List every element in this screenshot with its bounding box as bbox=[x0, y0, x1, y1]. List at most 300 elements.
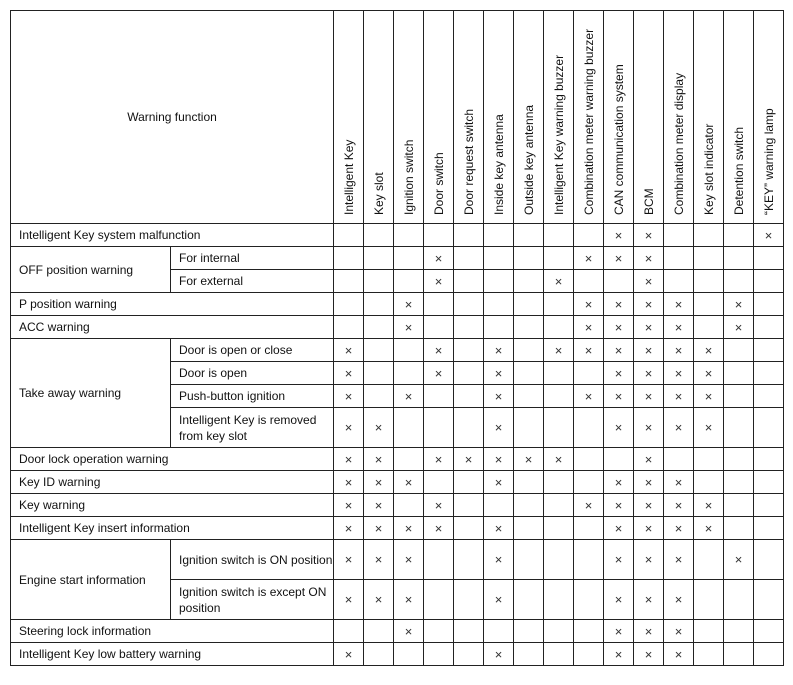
column-header bbox=[484, 11, 514, 224]
empty-cell bbox=[574, 620, 604, 643]
empty-cell bbox=[514, 643, 544, 666]
related-part-mark: × bbox=[334, 408, 364, 448]
related-part-mark: × bbox=[634, 224, 664, 247]
related-part-mark: × bbox=[334, 339, 364, 362]
empty-cell bbox=[754, 339, 784, 362]
empty-cell bbox=[514, 517, 544, 540]
empty-cell bbox=[424, 643, 454, 666]
related-part-mark: × bbox=[664, 494, 694, 517]
empty-cell bbox=[544, 293, 574, 316]
header-row bbox=[11, 11, 784, 224]
empty-cell bbox=[544, 580, 574, 620]
related-part-mark: × bbox=[424, 270, 454, 293]
related-part-mark: × bbox=[634, 270, 664, 293]
empty-cell bbox=[544, 408, 574, 448]
warning-function-table-wrapper bbox=[10, 10, 784, 666]
empty-cell bbox=[394, 408, 424, 448]
empty-cell bbox=[514, 471, 544, 494]
related-part-mark: × bbox=[724, 316, 754, 339]
empty-cell bbox=[334, 247, 364, 270]
related-part-mark: × bbox=[634, 247, 664, 270]
empty-cell bbox=[754, 471, 784, 494]
related-part-mark: × bbox=[484, 517, 514, 540]
empty-cell bbox=[454, 362, 484, 385]
column-header bbox=[664, 11, 694, 224]
empty-cell bbox=[484, 316, 514, 339]
related-part-mark: × bbox=[334, 643, 364, 666]
related-part-mark: × bbox=[664, 620, 694, 643]
related-part-mark: × bbox=[604, 643, 634, 666]
related-part-mark: × bbox=[394, 517, 424, 540]
related-part-mark: × bbox=[544, 448, 574, 471]
related-part-mark: × bbox=[604, 471, 634, 494]
empty-cell bbox=[454, 224, 484, 247]
empty-cell bbox=[694, 247, 724, 270]
column-header bbox=[514, 11, 544, 224]
empty-cell bbox=[754, 517, 784, 540]
empty-cell bbox=[754, 494, 784, 517]
empty-cell bbox=[454, 580, 484, 620]
empty-cell bbox=[484, 247, 514, 270]
related-part-mark: × bbox=[634, 408, 664, 448]
related-part-mark: × bbox=[634, 362, 664, 385]
related-part-mark: × bbox=[364, 408, 394, 448]
warning-function-condition: Door is open bbox=[171, 362, 334, 385]
warning-function-condition: Push-button ignition bbox=[171, 385, 334, 408]
empty-cell bbox=[694, 270, 724, 293]
related-part-mark: × bbox=[334, 448, 364, 471]
column-header-label: Outside key antenna bbox=[521, 104, 536, 215]
empty-cell bbox=[484, 270, 514, 293]
related-part-mark: × bbox=[634, 385, 664, 408]
empty-cell bbox=[424, 580, 454, 620]
empty-cell bbox=[544, 385, 574, 408]
related-part-mark: × bbox=[334, 385, 364, 408]
column-header-label: Ignition switch bbox=[401, 139, 416, 215]
related-part-mark: × bbox=[664, 362, 694, 385]
table-row bbox=[11, 643, 784, 666]
related-part-mark: × bbox=[334, 494, 364, 517]
related-part-mark: × bbox=[664, 408, 694, 448]
related-part-mark: × bbox=[424, 339, 454, 362]
column-header-label: Inside key antenna bbox=[491, 114, 506, 215]
empty-cell bbox=[754, 620, 784, 643]
table-row bbox=[11, 620, 784, 643]
empty-cell bbox=[724, 362, 754, 385]
related-part-mark: × bbox=[604, 494, 634, 517]
empty-cell bbox=[544, 540, 574, 580]
related-part-mark: × bbox=[724, 293, 754, 316]
empty-cell bbox=[514, 540, 544, 580]
empty-cell bbox=[424, 620, 454, 643]
related-part-mark: × bbox=[394, 316, 424, 339]
empty-cell bbox=[454, 643, 484, 666]
column-header bbox=[364, 11, 394, 224]
column-header-label: Key slot indicator bbox=[701, 123, 716, 215]
related-part-mark: × bbox=[454, 448, 484, 471]
empty-cell bbox=[394, 247, 424, 270]
empty-cell bbox=[514, 339, 544, 362]
column-header bbox=[424, 11, 454, 224]
empty-cell bbox=[364, 620, 394, 643]
empty-cell bbox=[544, 362, 574, 385]
table-row bbox=[11, 247, 784, 270]
empty-cell bbox=[454, 517, 484, 540]
empty-cell bbox=[514, 620, 544, 643]
related-part-mark: × bbox=[394, 471, 424, 494]
empty-cell bbox=[574, 408, 604, 448]
empty-cell bbox=[724, 471, 754, 494]
empty-cell bbox=[364, 247, 394, 270]
related-part-mark: × bbox=[544, 339, 574, 362]
empty-cell bbox=[394, 448, 424, 471]
empty-cell bbox=[664, 224, 694, 247]
related-part-mark: × bbox=[634, 339, 664, 362]
empty-cell bbox=[514, 580, 544, 620]
related-part-mark: × bbox=[334, 362, 364, 385]
empty-cell bbox=[694, 471, 724, 494]
related-part-mark: × bbox=[604, 540, 634, 580]
table-row bbox=[11, 448, 784, 471]
empty-cell bbox=[724, 339, 754, 362]
related-part-mark: × bbox=[424, 362, 454, 385]
warning-function-label: Key ID warning bbox=[11, 471, 334, 494]
empty-cell bbox=[394, 224, 424, 247]
related-part-mark: × bbox=[634, 643, 664, 666]
column-header bbox=[394, 11, 424, 224]
related-part-mark: × bbox=[664, 517, 694, 540]
empty-cell bbox=[514, 316, 544, 339]
empty-cell bbox=[424, 293, 454, 316]
empty-cell bbox=[514, 408, 544, 448]
empty-cell bbox=[544, 517, 574, 540]
empty-cell bbox=[514, 494, 544, 517]
empty-cell bbox=[724, 224, 754, 247]
empty-cell bbox=[394, 339, 424, 362]
related-part-mark: × bbox=[634, 580, 664, 620]
related-part-mark: × bbox=[424, 517, 454, 540]
related-part-mark: × bbox=[664, 540, 694, 580]
table-body bbox=[11, 224, 784, 666]
empty-cell bbox=[454, 385, 484, 408]
empty-cell bbox=[574, 448, 604, 471]
related-part-mark: × bbox=[664, 339, 694, 362]
empty-cell bbox=[544, 643, 574, 666]
table-row bbox=[11, 540, 784, 580]
column-header-label: Key slot bbox=[371, 172, 386, 215]
related-part-mark: × bbox=[694, 408, 724, 448]
column-header-label: Intelligent Key warning buzzer bbox=[551, 54, 566, 215]
related-part-mark: × bbox=[424, 494, 454, 517]
related-part-mark: × bbox=[394, 385, 424, 408]
table-row bbox=[11, 494, 784, 517]
empty-cell bbox=[484, 224, 514, 247]
column-header bbox=[724, 11, 754, 224]
column-header-label: Door switch bbox=[431, 152, 446, 215]
related-part-mark: × bbox=[694, 517, 724, 540]
table-row bbox=[11, 293, 784, 316]
empty-cell bbox=[724, 247, 754, 270]
empty-cell bbox=[754, 316, 784, 339]
related-part-mark: × bbox=[634, 540, 664, 580]
related-part-mark: × bbox=[694, 339, 724, 362]
related-part-mark: × bbox=[694, 494, 724, 517]
empty-cell bbox=[574, 224, 604, 247]
warning-function-condition: Ignition switch is ON position bbox=[171, 540, 334, 580]
empty-cell bbox=[394, 643, 424, 666]
table-row bbox=[11, 471, 784, 494]
empty-cell bbox=[754, 247, 784, 270]
empty-cell bbox=[574, 517, 604, 540]
table-row bbox=[11, 316, 784, 339]
related-part-mark: × bbox=[484, 643, 514, 666]
warning-function-condition: Intelligent Key is removed from key slot bbox=[171, 408, 334, 448]
empty-cell bbox=[334, 270, 364, 293]
related-part-mark: × bbox=[604, 224, 634, 247]
empty-cell bbox=[724, 408, 754, 448]
related-part-mark: × bbox=[634, 494, 664, 517]
empty-cell bbox=[514, 385, 544, 408]
empty-cell bbox=[694, 224, 724, 247]
related-part-mark: × bbox=[634, 517, 664, 540]
empty-cell bbox=[724, 270, 754, 293]
column-header-label: Door request switch bbox=[461, 108, 476, 215]
empty-cell bbox=[484, 620, 514, 643]
empty-cell bbox=[604, 270, 634, 293]
empty-cell bbox=[694, 620, 724, 643]
empty-cell bbox=[754, 408, 784, 448]
empty-cell bbox=[424, 224, 454, 247]
related-part-mark: × bbox=[574, 316, 604, 339]
empty-cell bbox=[454, 471, 484, 494]
related-part-mark: × bbox=[484, 471, 514, 494]
empty-cell bbox=[694, 540, 724, 580]
related-part-mark: × bbox=[604, 408, 634, 448]
empty-cell bbox=[334, 316, 364, 339]
column-header-label: BCM bbox=[641, 188, 656, 215]
column-header bbox=[634, 11, 664, 224]
related-part-mark: × bbox=[604, 316, 634, 339]
related-part-mark: × bbox=[484, 448, 514, 471]
related-part-mark: × bbox=[634, 620, 664, 643]
related-part-mark: × bbox=[604, 517, 634, 540]
empty-cell bbox=[574, 471, 604, 494]
empty-cell bbox=[754, 270, 784, 293]
column-header bbox=[544, 11, 574, 224]
warning-function-label: P position warning bbox=[11, 293, 334, 316]
column-header-label: Intelligent Key bbox=[341, 139, 356, 215]
empty-cell bbox=[724, 517, 754, 540]
warning-function-group-label: Engine start information bbox=[11, 540, 171, 620]
empty-cell bbox=[724, 448, 754, 471]
table-row bbox=[11, 224, 784, 247]
related-part-mark: × bbox=[484, 540, 514, 580]
empty-cell bbox=[754, 448, 784, 471]
related-part-mark: × bbox=[604, 580, 634, 620]
related-part-mark: × bbox=[364, 580, 394, 620]
empty-cell bbox=[754, 643, 784, 666]
related-part-mark: × bbox=[664, 643, 694, 666]
empty-cell bbox=[544, 316, 574, 339]
related-part-mark: × bbox=[634, 471, 664, 494]
related-part-mark: × bbox=[604, 620, 634, 643]
warning-function-condition: For internal bbox=[171, 247, 334, 270]
empty-cell bbox=[364, 224, 394, 247]
related-part-mark: × bbox=[424, 247, 454, 270]
warning-function-condition: For external bbox=[171, 270, 334, 293]
related-part-mark: × bbox=[364, 540, 394, 580]
related-part-mark: × bbox=[514, 448, 544, 471]
related-part-mark: × bbox=[574, 339, 604, 362]
empty-cell bbox=[544, 247, 574, 270]
empty-cell bbox=[754, 580, 784, 620]
empty-cell bbox=[694, 293, 724, 316]
related-part-mark: × bbox=[394, 620, 424, 643]
empty-cell bbox=[514, 362, 544, 385]
empty-cell bbox=[604, 448, 634, 471]
related-part-mark: × bbox=[634, 448, 664, 471]
related-part-mark: × bbox=[574, 494, 604, 517]
empty-cell bbox=[394, 494, 424, 517]
related-part-mark: × bbox=[484, 580, 514, 620]
empty-cell bbox=[424, 316, 454, 339]
related-part-mark: × bbox=[334, 517, 364, 540]
column-header bbox=[454, 11, 484, 224]
empty-cell bbox=[754, 385, 784, 408]
empty-cell bbox=[754, 362, 784, 385]
warning-function-label: Intelligent Key insert information bbox=[11, 517, 334, 540]
empty-cell bbox=[454, 494, 484, 517]
related-part-mark: × bbox=[664, 580, 694, 620]
warning-function-group-label: Take away warning bbox=[11, 339, 171, 448]
empty-cell bbox=[394, 270, 424, 293]
warning-function-condition: Ignition switch is except ON position bbox=[171, 580, 334, 620]
empty-cell bbox=[424, 471, 454, 494]
column-header bbox=[574, 11, 604, 224]
empty-cell bbox=[514, 247, 544, 270]
related-part-mark: × bbox=[664, 293, 694, 316]
related-part-mark: × bbox=[484, 385, 514, 408]
related-part-mark: × bbox=[424, 448, 454, 471]
empty-cell bbox=[664, 448, 694, 471]
empty-cell bbox=[544, 224, 574, 247]
empty-cell bbox=[364, 293, 394, 316]
empty-cell bbox=[724, 385, 754, 408]
empty-cell bbox=[364, 362, 394, 385]
empty-cell bbox=[514, 224, 544, 247]
related-part-mark: × bbox=[364, 517, 394, 540]
related-part-mark: × bbox=[634, 293, 664, 316]
empty-cell bbox=[724, 580, 754, 620]
related-part-mark: × bbox=[574, 247, 604, 270]
empty-cell bbox=[454, 540, 484, 580]
empty-cell bbox=[364, 270, 394, 293]
related-part-mark: × bbox=[574, 385, 604, 408]
empty-cell bbox=[544, 494, 574, 517]
warning-function-condition: Door is open or close bbox=[171, 339, 334, 362]
warning-function-label: Intelligent Key system malfunction bbox=[11, 224, 334, 247]
empty-cell bbox=[574, 270, 604, 293]
warning-function-label: ACC warning bbox=[11, 316, 334, 339]
column-header bbox=[334, 11, 364, 224]
related-part-mark: × bbox=[484, 339, 514, 362]
related-part-mark: × bbox=[334, 580, 364, 620]
empty-cell bbox=[364, 316, 394, 339]
empty-cell bbox=[454, 270, 484, 293]
warning-function-label: Key warning bbox=[11, 494, 334, 517]
related-part-mark: × bbox=[604, 362, 634, 385]
column-header-label: CAN communication system bbox=[611, 64, 626, 215]
empty-cell bbox=[724, 620, 754, 643]
empty-cell bbox=[574, 643, 604, 666]
empty-cell bbox=[484, 293, 514, 316]
empty-cell bbox=[454, 293, 484, 316]
empty-cell bbox=[454, 408, 484, 448]
related-part-mark: × bbox=[664, 471, 694, 494]
empty-cell bbox=[454, 316, 484, 339]
empty-cell bbox=[754, 540, 784, 580]
related-part-mark: × bbox=[694, 385, 724, 408]
empty-cell bbox=[454, 339, 484, 362]
table-row bbox=[11, 339, 784, 362]
empty-cell bbox=[694, 580, 724, 620]
related-part-mark: × bbox=[394, 540, 424, 580]
related-part-mark: × bbox=[364, 471, 394, 494]
related-part-mark: × bbox=[544, 270, 574, 293]
empty-cell bbox=[424, 540, 454, 580]
related-part-mark: × bbox=[694, 362, 724, 385]
empty-cell bbox=[544, 620, 574, 643]
empty-cell bbox=[694, 448, 724, 471]
empty-cell bbox=[394, 362, 424, 385]
warning-function-table bbox=[10, 10, 784, 666]
empty-cell bbox=[694, 316, 724, 339]
related-part-mark: × bbox=[364, 494, 394, 517]
empty-cell bbox=[364, 339, 394, 362]
column-header-label: Detention switch bbox=[731, 126, 746, 215]
related-part-mark: × bbox=[364, 448, 394, 471]
column-header bbox=[754, 11, 784, 224]
empty-cell bbox=[484, 494, 514, 517]
related-part-mark: × bbox=[394, 293, 424, 316]
empty-cell bbox=[664, 270, 694, 293]
column-header-label: “KEY” warning lamp bbox=[761, 108, 776, 215]
related-part-mark: × bbox=[604, 293, 634, 316]
related-part-mark: × bbox=[484, 362, 514, 385]
related-part-mark: × bbox=[394, 580, 424, 620]
empty-cell bbox=[754, 293, 784, 316]
related-part-mark: × bbox=[334, 540, 364, 580]
column-header-label: Combination meter display bbox=[671, 72, 686, 215]
table-row bbox=[11, 517, 784, 540]
empty-cell bbox=[514, 270, 544, 293]
empty-cell bbox=[334, 620, 364, 643]
related-part-mark: × bbox=[334, 471, 364, 494]
empty-cell bbox=[544, 471, 574, 494]
warning-function-label: Steering lock information bbox=[11, 620, 334, 643]
empty-cell bbox=[574, 580, 604, 620]
related-part-mark: × bbox=[664, 316, 694, 339]
empty-cell bbox=[574, 540, 604, 580]
related-part-mark: × bbox=[604, 339, 634, 362]
related-part-mark: × bbox=[484, 408, 514, 448]
related-part-mark: × bbox=[634, 316, 664, 339]
related-part-mark: × bbox=[724, 540, 754, 580]
empty-cell bbox=[424, 385, 454, 408]
empty-cell bbox=[364, 643, 394, 666]
empty-cell bbox=[574, 362, 604, 385]
empty-cell bbox=[334, 293, 364, 316]
